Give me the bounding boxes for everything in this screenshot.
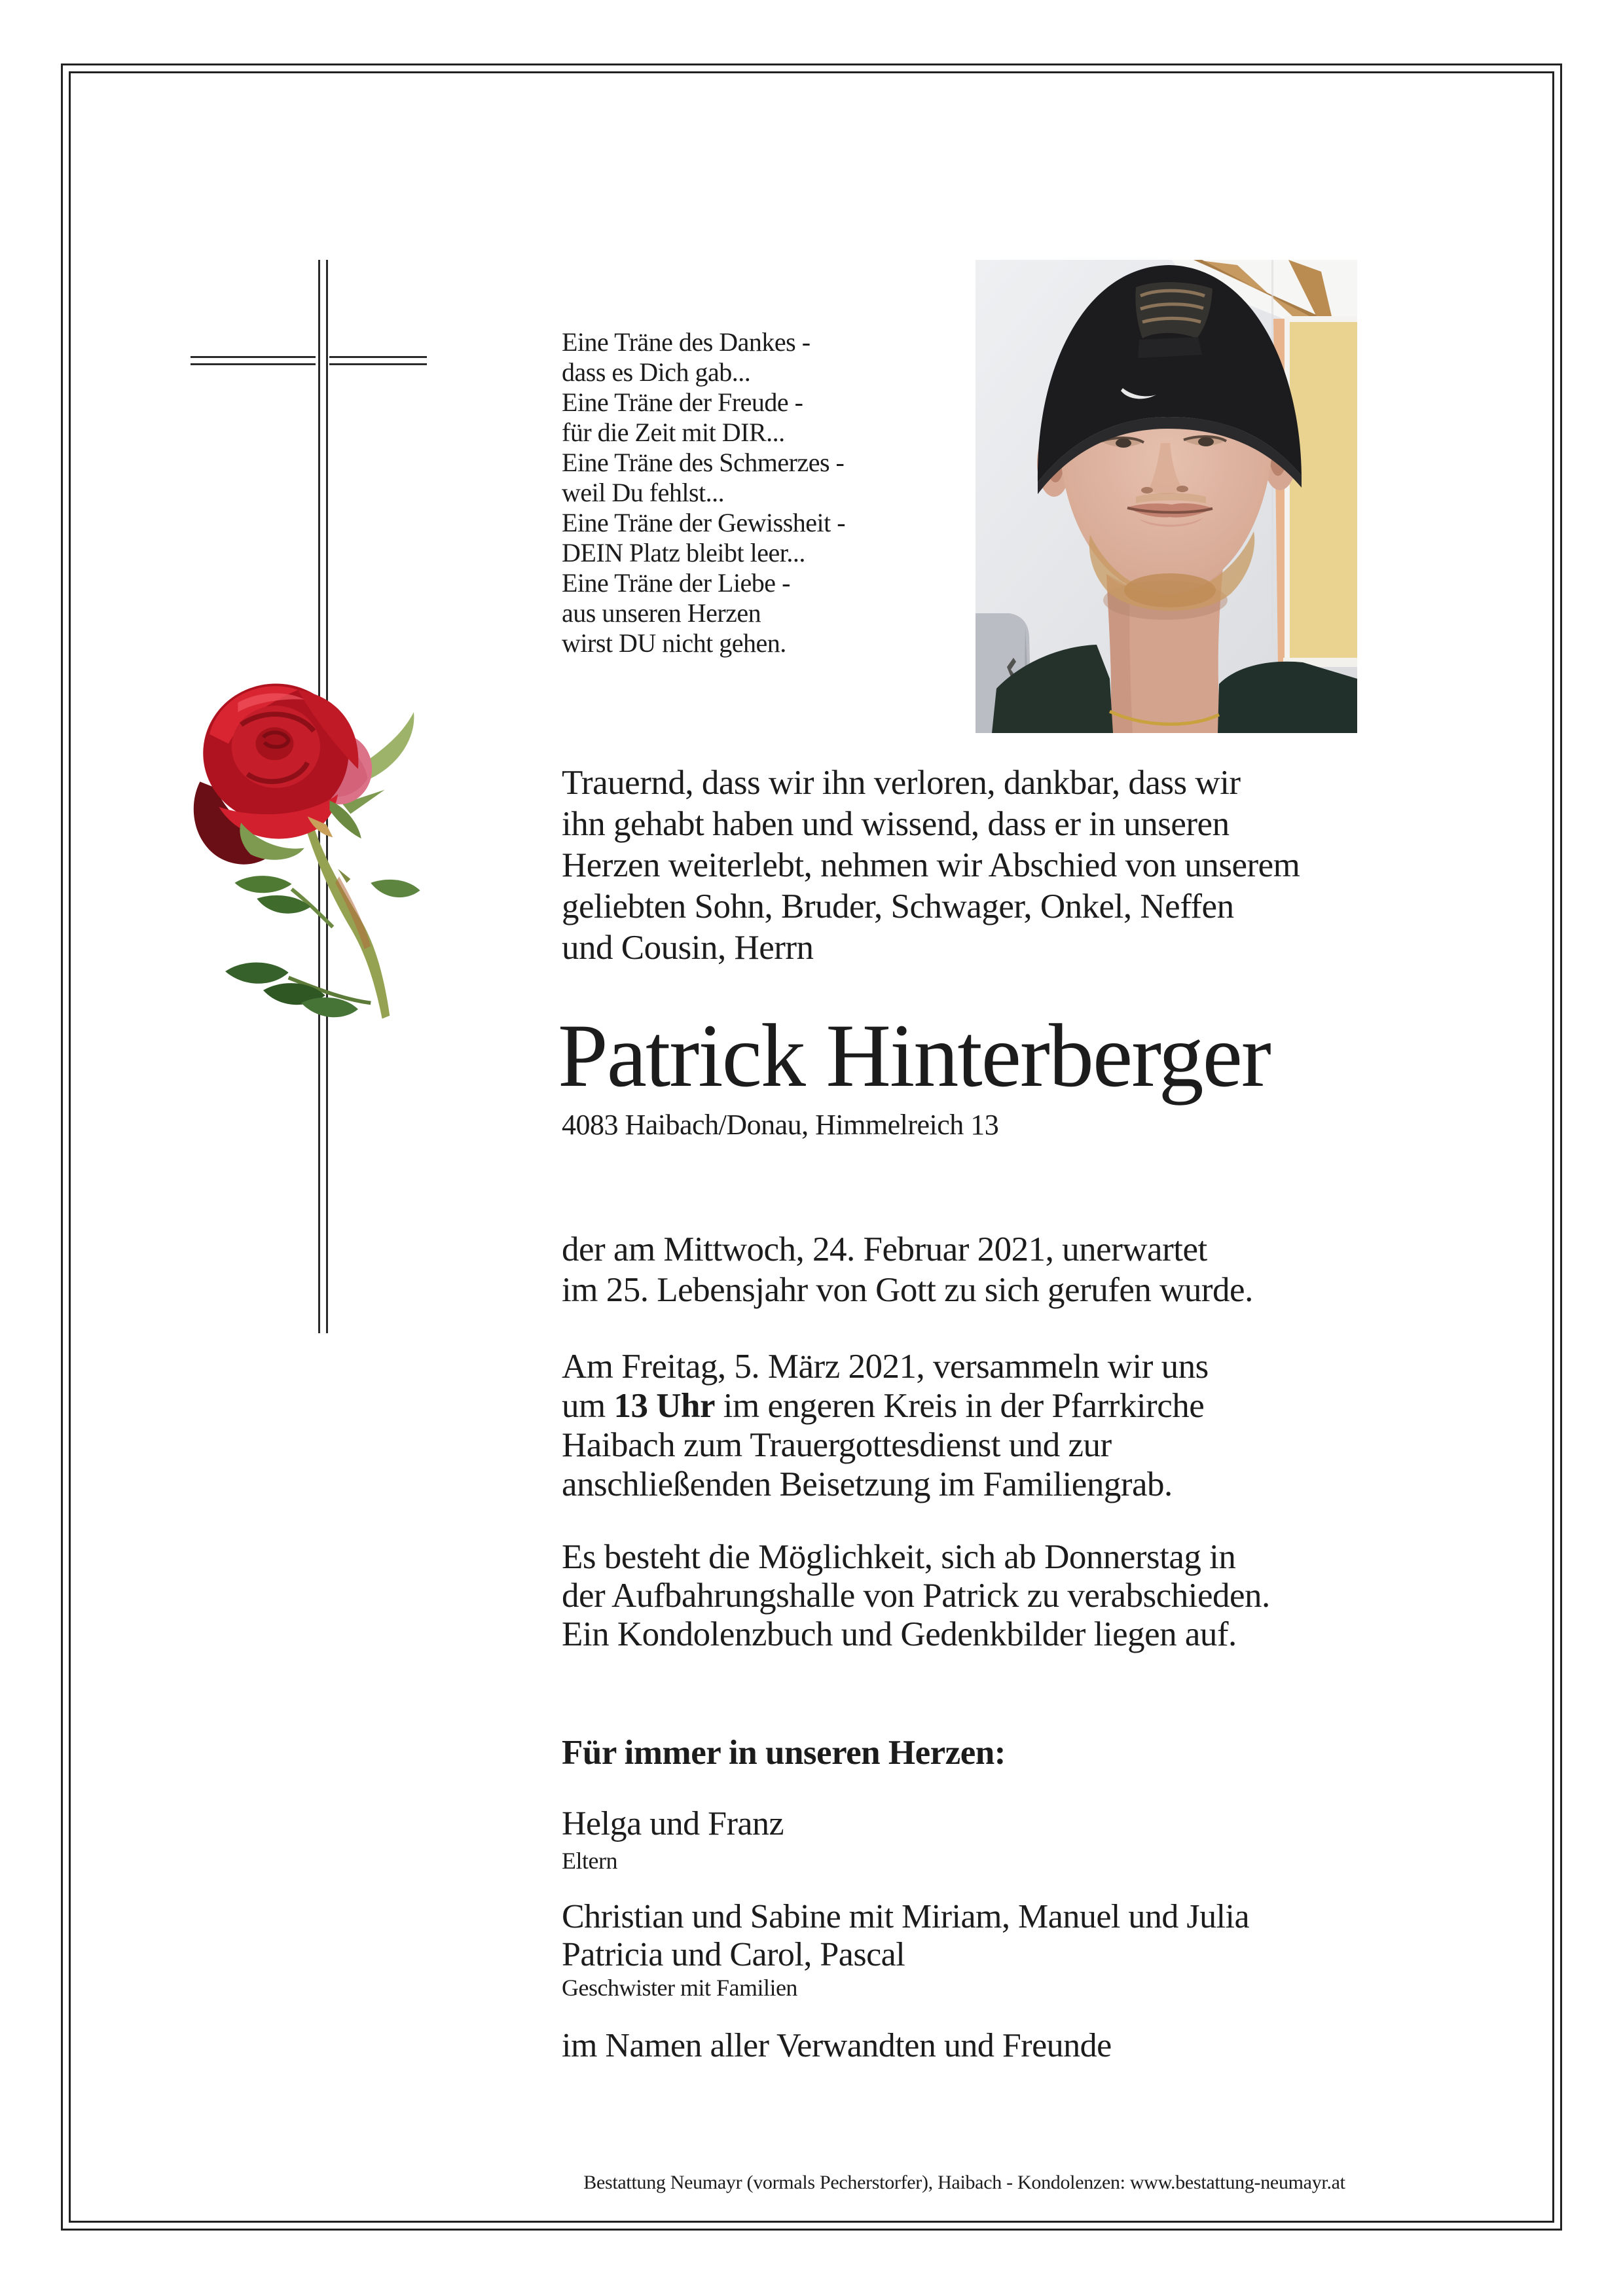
funeral-time: 13 Uhr [613, 1387, 716, 1425]
mourning-intro [562, 762, 1300, 969]
farewell-line: Ein Kondolenzbuch und Gedenkbilder liegen auf. [562, 1615, 1237, 1653]
poem-line: Eine Träne des Schmerzes - [562, 448, 845, 477]
passing-paragraph [562, 1229, 1253, 1310]
poem-line: für die Zeit mit DIR... [562, 418, 785, 447]
cross-horizontal-line-bottom-right [329, 363, 427, 365]
cross-horizontal-line-top-left [191, 356, 316, 358]
memorial-poem [562, 327, 845, 658]
deceased-name: Patrick Hinterberger [558, 1005, 1270, 1105]
intro-line: geliebten Sohn, Bruder, Schwager, Onkel, Neffen [562, 888, 1234, 925]
poem-line: wirst DU nicht gehen. [562, 628, 786, 658]
farewell-line: der Aufbahrungshalle von Patrick zu verabschieden. [562, 1577, 1270, 1615]
poem-line: Eine Träne der Freude - [562, 387, 803, 417]
portrait-photo [976, 260, 1357, 733]
intro-line: ihn gehabt haben und wissend, dass er in unseren [562, 805, 1230, 843]
mourners-parents-names: Helga und Franz [562, 1805, 784, 1842]
siblings-line: Christian und Sabine mit Miriam, Manuel und Julia [562, 1898, 1250, 1935]
funeral-line [562, 1386, 1209, 1426]
poem-line: weil Du fehlst... [562, 478, 725, 507]
poem-line: Eine Träne der Gewissheit - [562, 508, 846, 537]
cross-horizontal-line-top-right [329, 356, 427, 358]
funeral-line: Am Freitag, 5. März 2021, versammeln wir uns [562, 1348, 1209, 1386]
mourners-siblings-names [562, 1898, 1249, 1974]
rose-image [177, 674, 426, 1047]
mourners-siblings-relation: Geschwister mit Familien [562, 1975, 797, 2001]
poem-line: dass es Dich gab... [562, 357, 751, 387]
passing-line: der am Mittwoch, 24. Februar 2021, unerwartet [562, 1230, 1207, 1268]
farewell-line: Es besteht die Möglichkeit, sich ab Donnerstag in [562, 1538, 1236, 1576]
poem-line: DEIN Platz bleibt leer... [562, 538, 805, 567]
mourners-parents-relation: Eltern [562, 1848, 617, 1874]
cross-horizontal-line-bottom-left [191, 363, 316, 365]
funeral-line: Haibach zum Trauergottesdienst und zur [562, 1426, 1112, 1464]
passing-line: im 25. Lebensjahr von Gott zu sich gerufen wurde. [562, 1271, 1253, 1309]
funeral-paragraph [562, 1347, 1209, 1504]
siblings-line: Patricia und Carol, Pascal [562, 1936, 905, 1973]
remembrance-heading: Für immer in unseren Herzen: [562, 1734, 1006, 1772]
intro-line: und Cousin, Herrn [562, 929, 814, 967]
farewell-paragraph [562, 1538, 1270, 1654]
intro-line: Trauernd, dass wir ihn verloren, dankbar, dass wir [562, 764, 1241, 802]
funeral-home-footer: Bestattung Neumayr (vormals Pecherstorfer), Haibach - Kondolenzen: www.bestattung-neumayr.at [583, 2172, 1345, 2193]
funeral-line2-post: im engeren Kreis in der Pfarrkirche [715, 1387, 1205, 1425]
funeral-line2-pre: um [562, 1387, 614, 1425]
intro-line: Herzen weiterlebt, nehmen wir Abschied von unserem [562, 846, 1300, 884]
poem-line: Eine Träne des Dankes - [562, 327, 811, 357]
poem-line: Eine Träne der Liebe - [562, 568, 790, 598]
deceased-address: 4083 Haibach/Donau, Himmelreich 13 [562, 1109, 999, 1141]
mourners-closing: im Namen aller Verwandten und Freunde [562, 2027, 1112, 2064]
poem-line: aus unseren Herzen [562, 598, 761, 628]
funeral-line: anschließenden Beisetzung im Familiengrab. [562, 1465, 1173, 1503]
rose-flower-head [194, 683, 372, 864]
